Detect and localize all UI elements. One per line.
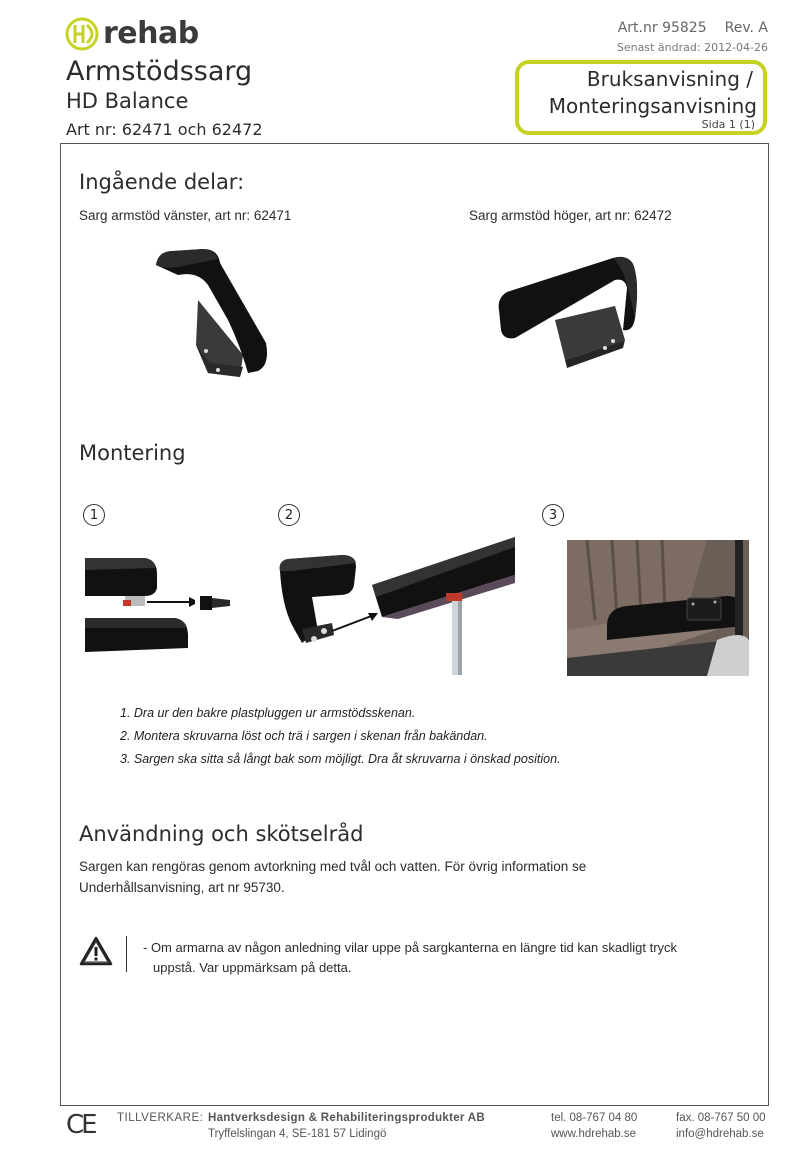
product-subtitle: HD Balance (66, 89, 189, 113)
step-2-image (272, 535, 517, 675)
manual-type-box (515, 60, 767, 135)
usage-text (79, 856, 586, 898)
right-part-caption: Sarg armstöd höger, art nr: 62472 (469, 208, 672, 223)
left-armrest-guard-image (148, 245, 278, 385)
ce-mark: CE (66, 1110, 95, 1140)
footer-tel: tel. 08-767 04 80 (551, 1112, 638, 1124)
manufacturer-label: TILLVERKARE: (117, 1112, 204, 1124)
manufacturer-company: Hantverksdesign & Rehabiliteringsprodukter AB (208, 1112, 485, 1124)
left-part-caption: Sarg armstöd vänster, art nr: 62471 (79, 208, 292, 223)
mounting-steps (120, 702, 561, 771)
mounting-step-1: 1. Dra ur den bakre plastpluggen ur armstödsskenan. (120, 706, 416, 720)
usage-text-line1: Sargen kan rengöras genom avtorkning med tvål och vatten. För övrig information se (79, 859, 587, 874)
usage-heading: Användning och skötselråd (79, 822, 364, 846)
doc-revision: Rev. A (724, 20, 768, 36)
step-2-marker: 2 (278, 504, 300, 526)
mounting-heading: Montering (79, 441, 186, 465)
parts-heading: Ingående delar: (79, 170, 245, 194)
manual-type-line1: Bruksanvisning / (586, 67, 753, 91)
footer-fax: fax. 08-767 50 00 (676, 1112, 766, 1124)
warning-icon (79, 936, 113, 966)
last-changed-date: Senast ändrad: 2012-04-26 (616, 41, 768, 54)
right-armrest-guard-image (495, 248, 655, 378)
logo-text: rehab (103, 16, 199, 51)
doc-art-nr: Art.nr 95825 (617, 20, 707, 36)
footer-email: info@hdrehab.se (676, 1128, 764, 1140)
step-3-photo (567, 540, 749, 676)
usage-text-line2: Underhållsanvisning, art nr 95730. (79, 880, 285, 895)
document-number (600, 20, 768, 36)
product-art-number: Art nr: 62471 och 62472 (66, 120, 263, 139)
manual-type-line2: Monteringsanvisning (548, 94, 757, 118)
warning-line2: uppstå. Var uppmärksam på detta. (153, 960, 352, 975)
manufacturer-address: Tryffelslingan 4, SE-181 57 Lidingö (208, 1128, 387, 1140)
page-title: Armstödssarg (66, 56, 253, 87)
step-1-image (85, 548, 195, 658)
page-indicator: Sida 1 (1) (701, 118, 755, 131)
warning-divider (126, 936, 127, 972)
step-1-marker: 1 (83, 504, 105, 526)
step-3-marker: 3 (542, 504, 564, 526)
warning-line1: - Om armarna av någon anledning vilar uppe på sargkanterna en längre tid kan skadligt tryck (143, 940, 678, 955)
hd-logo-icon (65, 17, 101, 51)
footer-web: www.hdrehab.se (551, 1128, 637, 1140)
mounting-step-3: 3. Sargen ska sitta så långt bak som möjligt. Dra åt skruvarna i önskad position. (120, 752, 561, 766)
company-logo (65, 16, 199, 51)
mounting-step-2: 2. Montera skruvarna löst och trä i sargen i skenan från bakändan. (120, 729, 488, 743)
warning-text (143, 938, 713, 978)
plastic-plug-image (198, 592, 234, 614)
